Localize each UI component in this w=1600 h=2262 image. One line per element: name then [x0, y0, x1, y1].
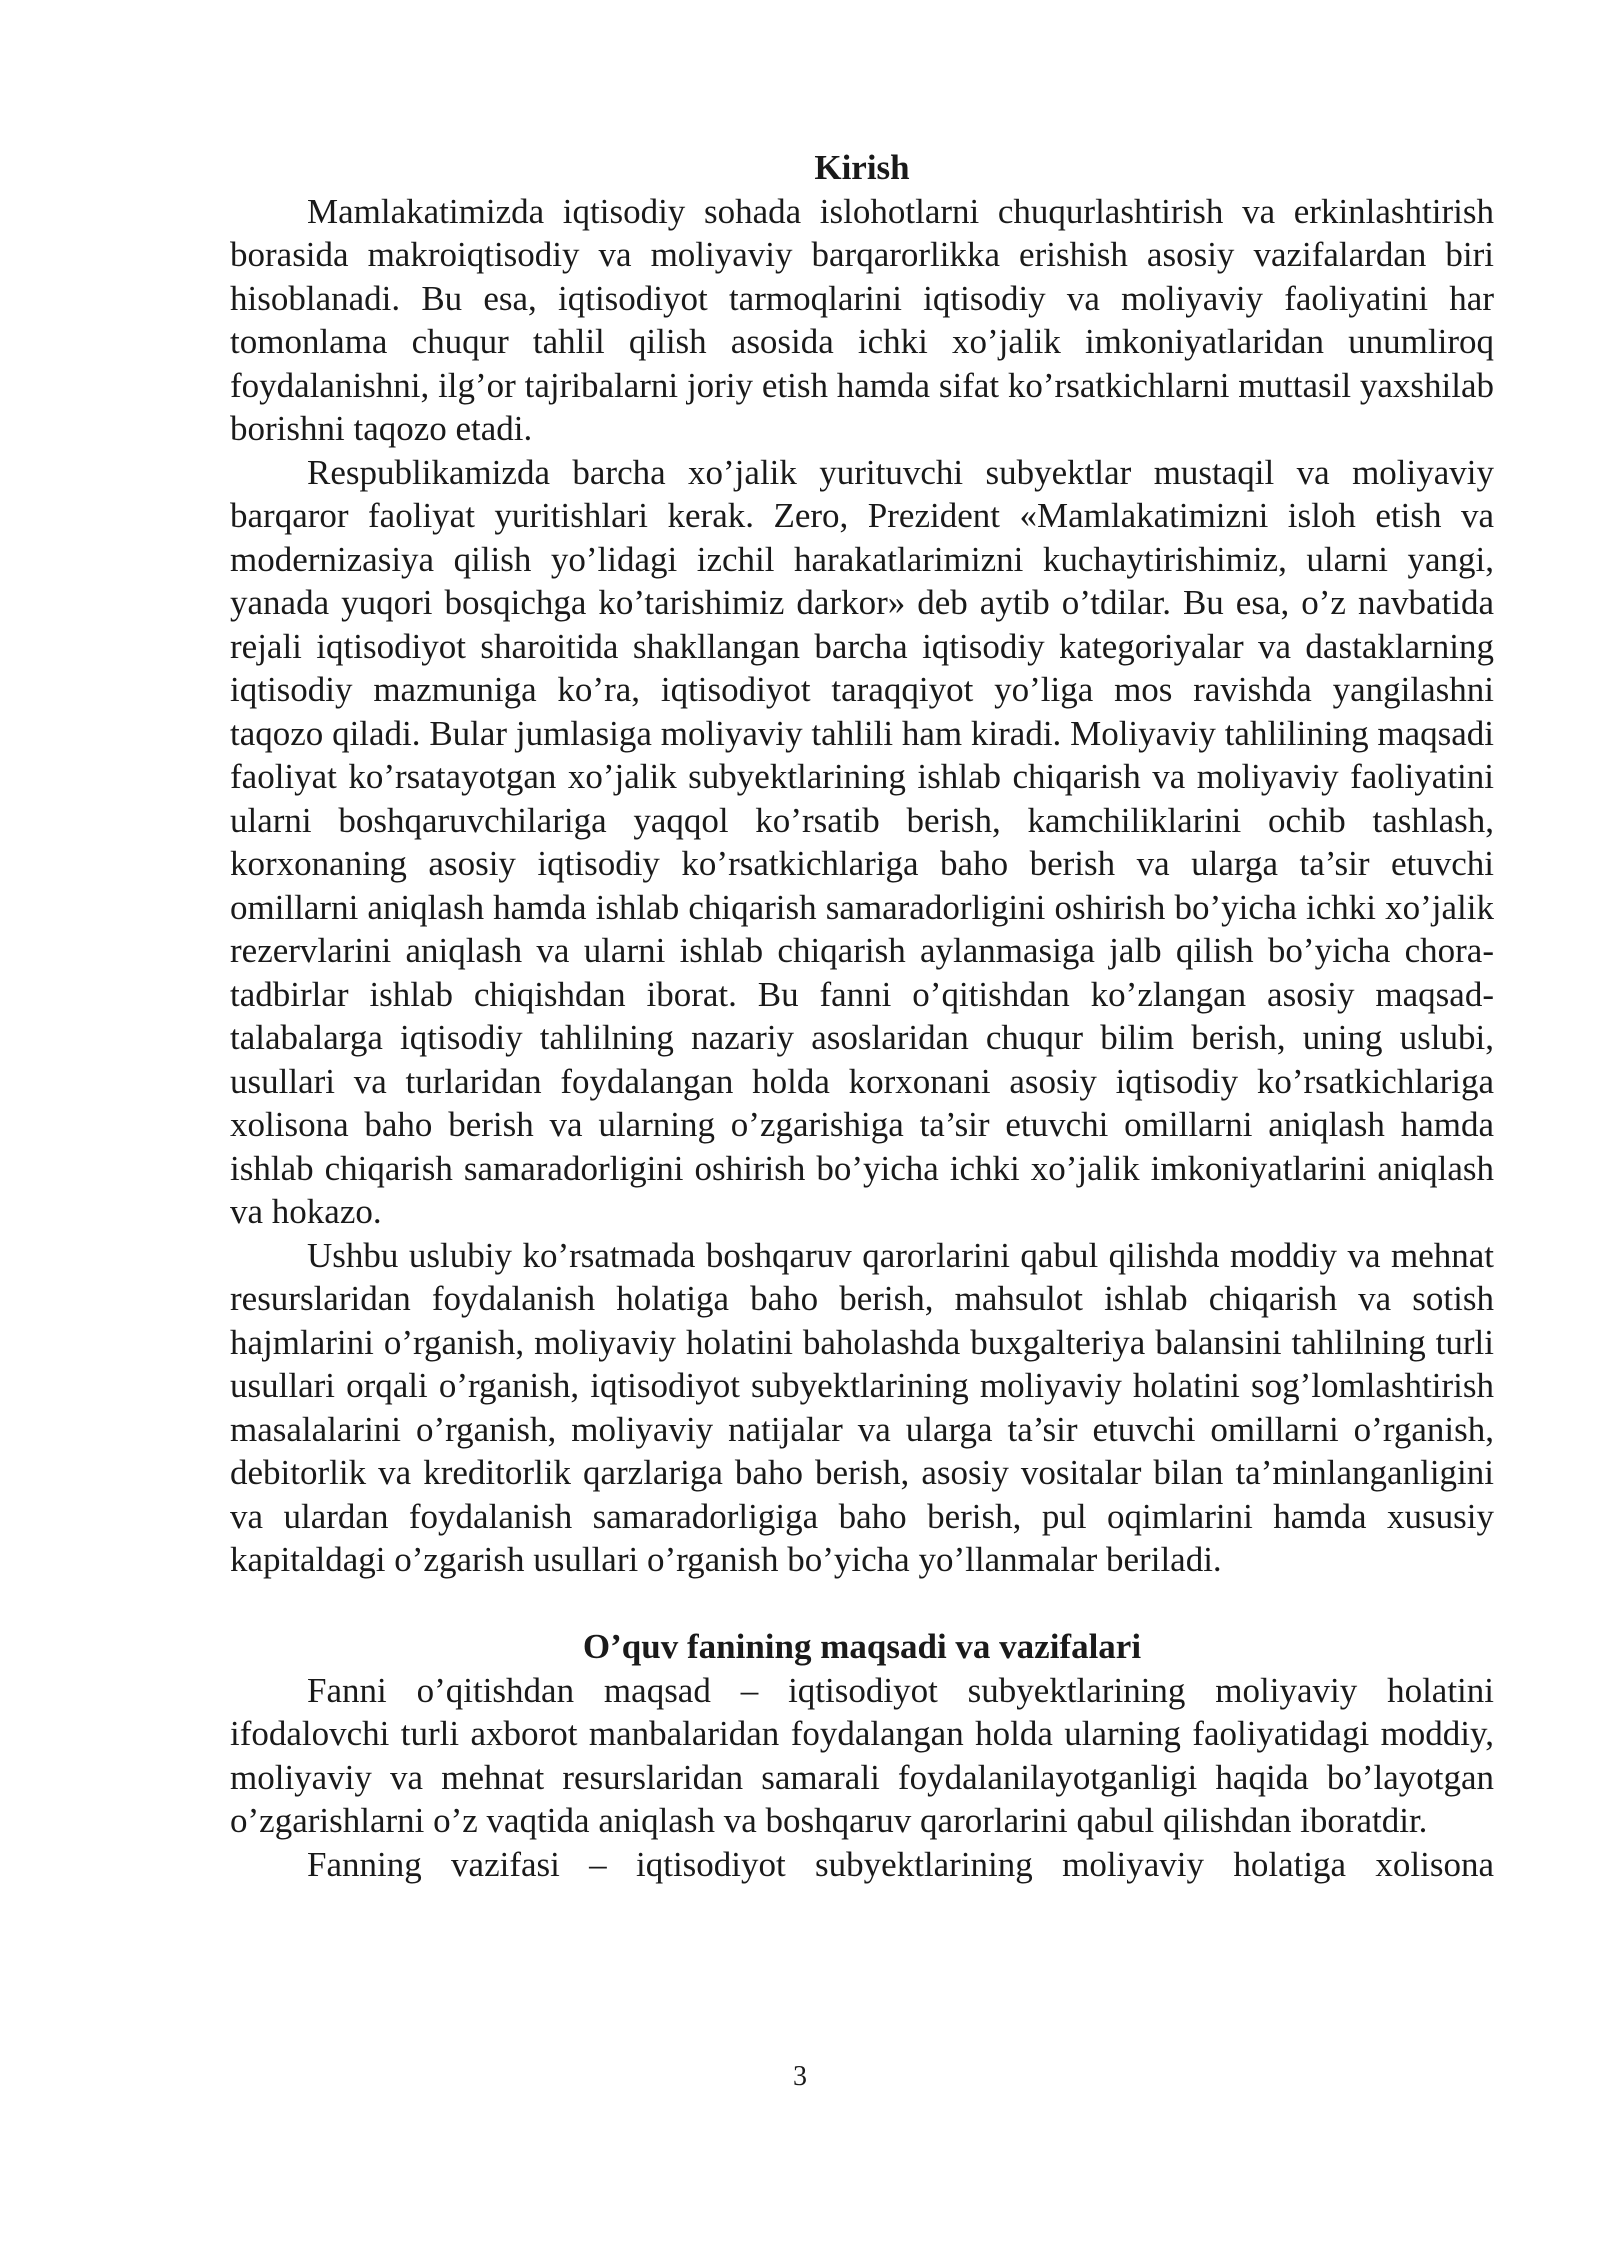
intro-paragraph-2: Respublikamizda barcha xo’jalik yurituvchi subyektlar mustaqil va moliyaviy barqaror faoliyat yuritishlari kerak. Zero, Prezident «Mamlakatimizni isloh etish va modernizasiya qilish yo’lidagi izchil harakatlarimizni kuchaytirishimiz, ularni yangi, yanada yuqori bosqichga ko’tarishimiz darkor» deb aytib o’tdilar. Bu esa, o’z navbatida rejali iqtisodiyot sharoitida shakllangan barcha iqtisodiy kategoriyalar va dastaklarning iqtisodiy mazmuniga ko’ra, iqtisodiyot taraqqiyot yo’liga mos ravishda yangilashni taqozo qiladi. Bular jumlasiga moliyaviy tahlili ham kiradi. Moliyaviy tahlilining maqsadi faoliyat ko’rsatayotgan xo’jalik subyektlarining ishlab chiqarish va moliyaviy faoliyatini ularni boshqaruvchilariga yaqqol ko’rsatib berish, kamchiliklarini ochib tashlash, korxonaning asosiy iqtisodiy ko’rsatkichlariga baho berish va ularga ta’sir etuvchi omillarni aniqlash hamda ishlab chiqarish samaradorligini oshirish bo’yicha ichki xo’jalik rezervlarini aniqlash va ularni ishlab chiqarish aylanmasiga jalb qilish bo’yicha chora-tadbirlar ishlab chiqishdan iborat. Bu fanni o’qitishdan ko’zlangan asosiy maqsad-talabalarga iqtisodiy tahlilning nazariy asoslaridan chuqur bilim berish, uning uslubi, usullari va turlaridan foydalangan holda korxonani asosiy iqtisodiy ko’rsatkichlariga xolisona baho berish va ularning o’zgarishiga ta’sir etuvchi omillarni aniqlash hamda ishlab chiqarish samaradorligini oshirish bo’yicha ichki xo’jalik imkoniyatlarini aniqlash va hokazo. — [230, 452, 1494, 1231]
section-title-kirish: Kirish — [814, 148, 910, 187]
document-page — [230, 146, 1494, 1886]
intro-paragraph-1: Mamlakatimizda iqtisodiy sohada islohotlarni chuqurlashtirish va erkinlashtirish borasida makroiqtisodiy va moliyaviy barqarorlikka erishish asosiy vazifalardan biri hisoblanadi. Bu esa, iqtisodiyot tarmoqlarini iqtisodiy va moliyaviy faoliyatini har tomonlama chuqur tahlil qilish asosida ichki xo’jalik imkoniyatlaridan unumliroq foydalanishni, ilg’or tajribalarni joriy etish hamda sifat ko’rsatkichlarni muttasil yaxshilab borishni taqozo etadi. — [230, 191, 1494, 448]
page-number: 3 — [793, 2061, 807, 2092]
section-title-goals: O’quv fanining maqsadi va vazifalari — [582, 1627, 1142, 1666]
intro-paragraph-3: Ushbu uslubiy ko’rsatmada boshqaruv qarorlarini qabul qilishda moddiy va mehnat resurslaridan foydalanish holatiga baho berish, mahsulot ishlab chiqarish va sotish hajmlarini o’rganish, moliyaviy holatini baholashda buxgalteriya balansini tahlilning turli usullari orqali o’rganish, iqtisodiyot subyektlarining moliyaviy holatini sog’lomlashtirish masalalarini o’rganish, moliyaviy natijalar va ularga ta’sir etuvchi omillarni o’rganish, debitorlik va kreditorlik qarzlariga baho berish, asosiy vositalar bilan ta’minlanganligini va ulardan foydalanish samaradorligiga baho berish, pul oqimlarini hamda xususiy kapitaldagi o’zgarish usullari o’rganish bo’yicha yo’llanmalar beriladi. — [230, 1235, 1494, 1579]
goals-paragraph-2: Fanning vazifasi – iqtisodiyot subyektlarining moliyaviy holatiga xolisona — [307, 1844, 1494, 1884]
goals-paragraph-1: Fanni o’qitishdan maqsad – iqtisodiyot subyektlarining moliyaviy holatini ifodalovchi turli axborot manbalaridan foydalangan holda ularning faoliyatidagi moddiy, moliyaviy va mehnat resurslaridan samarali foydalanilayotganligi haqida bo’layotgan o’zgarishlarni o’z vaqtida aniqlash va boshqaruv qarorlarini qabul qilishdan iboratdir. — [230, 1670, 1494, 1840]
